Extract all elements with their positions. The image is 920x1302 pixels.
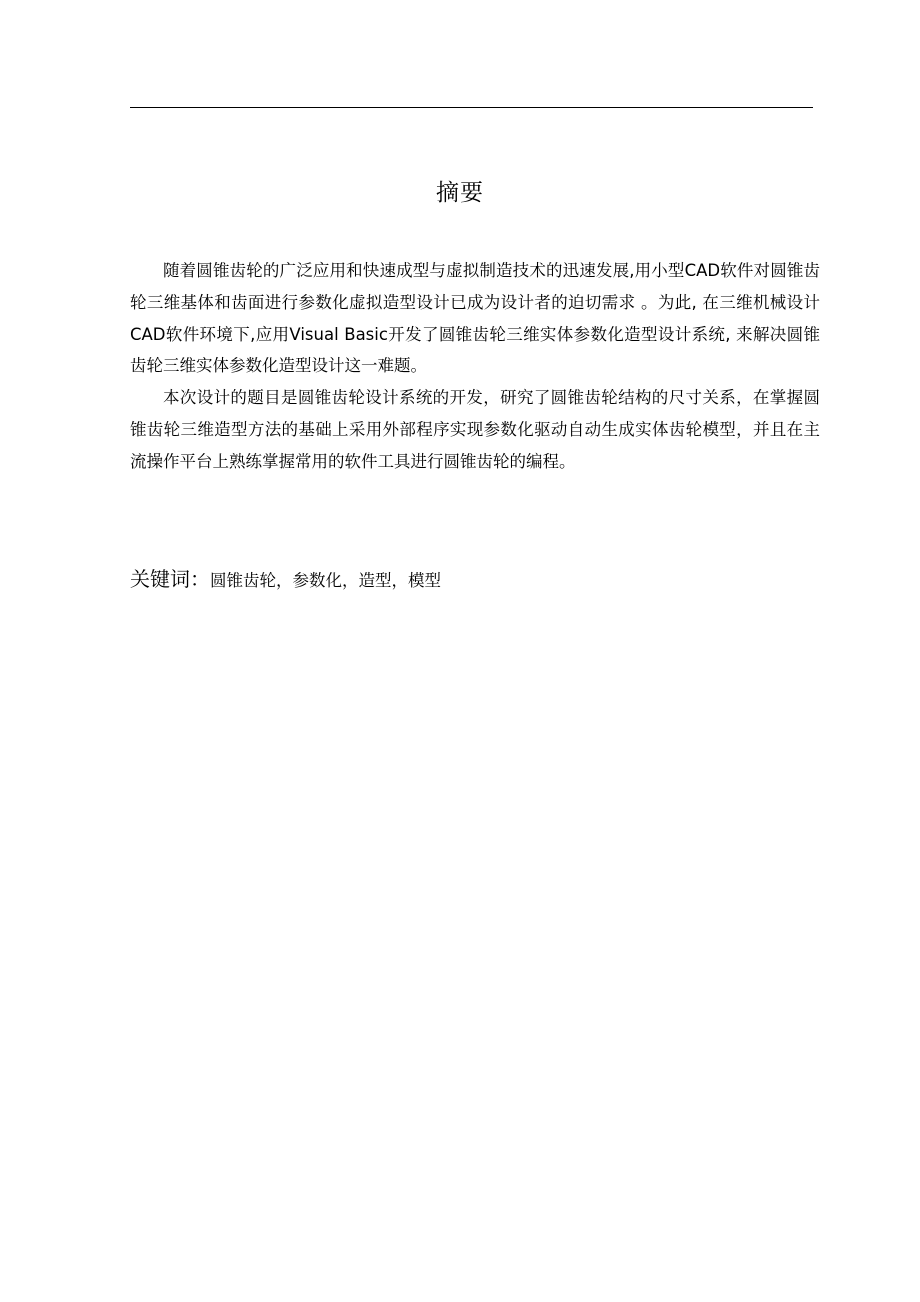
abstract-body: [130, 255, 820, 478]
keywords-label: 关键词：: [130, 567, 210, 591]
abstract-paragraph-1: 随着圆锥齿轮的广泛应用和快速成型与虚拟制造技术的迅速发展,用小型CAD软件对圆锥齿轮三维基体和齿面进行参数化虚拟造型设计已成为设计者的迫切需求 。为此, 在三维机械设计CAD软件环境下,应用Visual Basic开发了圆锥齿轮三维实体参数化造型设计系统, 来解决圆锥齿轮三维实体参数化造型设计这一难题。: [130, 261, 820, 376]
header-divider: [130, 107, 813, 108]
abstract-title: 摘要: [436, 180, 484, 206]
abstract-paragraph-2: 本次设计的题目是圆锥齿轮设计系统的开发，研究了圆锥齿轮结构的尺寸关系，在掌握圆锥齿轮三维造型方法的基础上采用外部程序实现参数化驱动自动生成实体齿轮模型，并且在主流操作平台上熟练掌握常用的软件工具进行圆锥齿轮的编程。: [130, 388, 820, 471]
keywords-line: [130, 562, 820, 598]
keywords-value: 圆锥齿轮，参数化，造型，模型: [210, 571, 441, 590]
